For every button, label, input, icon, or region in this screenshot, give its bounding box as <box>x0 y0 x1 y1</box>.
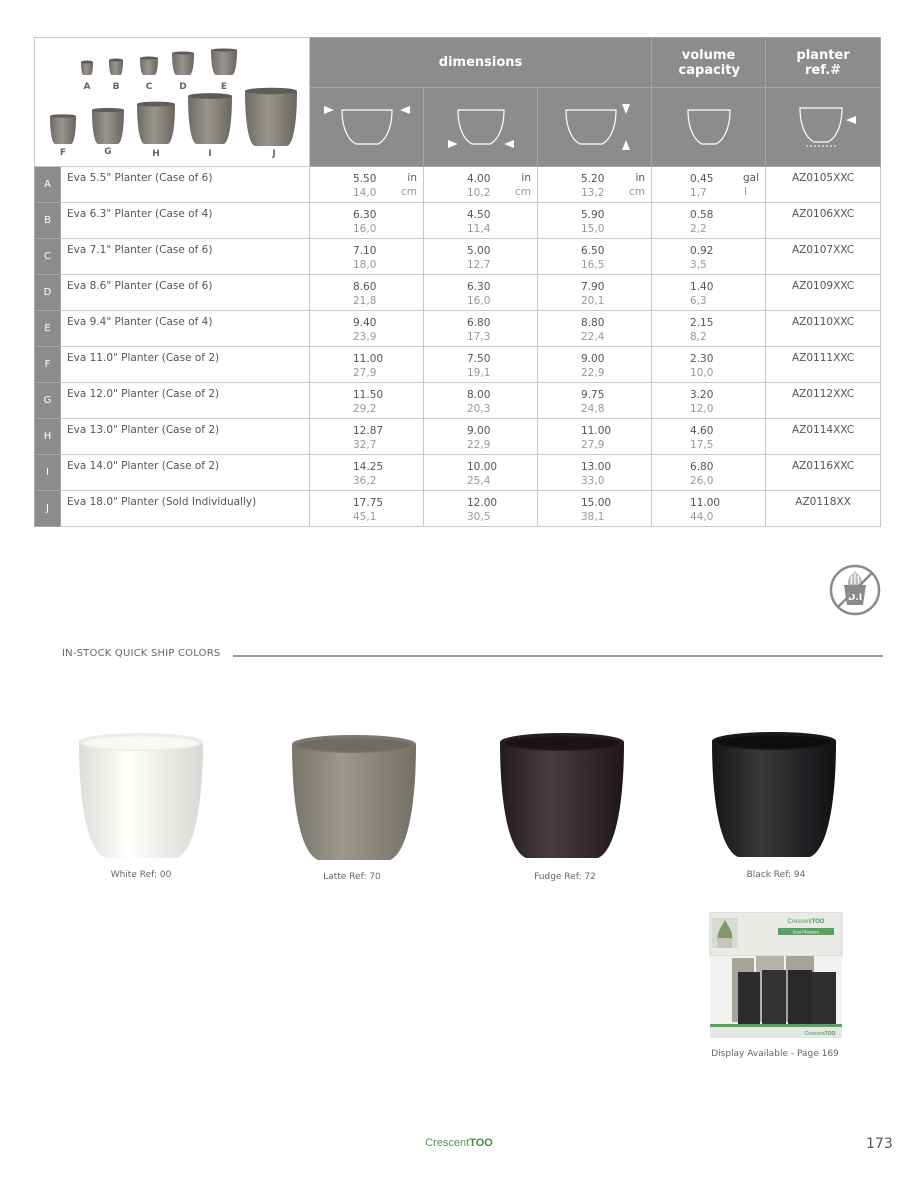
value-in: 8.80 <box>581 317 605 329</box>
size-letter-b: B <box>112 82 120 92</box>
value-in: 12.87 <box>353 425 384 437</box>
page-number: 173 <box>866 1136 893 1152</box>
dimension-cell <box>310 275 424 311</box>
product-name: Eva 12.0" Planter (Case of 2) <box>61 383 310 419</box>
value-l: 6,3 <box>690 295 707 307</box>
value-cm: 38,1 <box>581 511 605 523</box>
value-in: 13.00 <box>581 461 612 473</box>
value-in: 7.90 <box>581 281 605 293</box>
pot-body <box>292 744 416 860</box>
latte-planter-image <box>290 734 418 864</box>
value-cm: 45,1 <box>353 511 377 523</box>
planter-ref: AZ0116XXC <box>766 455 881 491</box>
dimension-cell <box>424 167 538 203</box>
value-cm: 22,4 <box>581 331 605 343</box>
size-pot-shape <box>211 50 237 75</box>
size-pot-shape <box>109 60 123 75</box>
size-letter-g: G <box>104 147 112 157</box>
size-pot-rim <box>109 59 123 62</box>
display-caption: Display Available - Page 169 <box>711 1049 839 1059</box>
planter-ref-icon-cell <box>766 88 881 167</box>
product-name: Eva 18.0" Planter (Sold Individually) <box>61 491 310 527</box>
value-cm: 22,9 <box>467 439 491 451</box>
dimension-cell <box>310 419 424 455</box>
value-in: 7.50 <box>467 353 491 365</box>
spec-table <box>34 37 881 527</box>
size-illustration <box>35 38 310 167</box>
size-pot-shape <box>140 58 158 75</box>
volume-cell <box>652 311 766 347</box>
row-letter: I <box>35 455 61 491</box>
planter-ref: AZ0111XXC <box>766 347 881 383</box>
value-cm: 12,7 <box>467 259 491 271</box>
display-base-brand-bold: TOO <box>824 1031 836 1037</box>
value-gal: 2.15 <box>690 317 714 329</box>
size-pot-shape <box>188 96 232 144</box>
value-cm: 27,9 <box>353 367 377 379</box>
height-icon-cell <box>538 88 652 167</box>
value-l: 10,0 <box>690 367 714 379</box>
value-cm: 16,5 <box>581 259 605 271</box>
value-cm: 16,0 <box>467 295 491 307</box>
unit-l: l <box>744 186 748 198</box>
size-pot-rim <box>188 93 232 99</box>
planter-ref: AZ0106XXC <box>766 203 881 239</box>
row-letter: D <box>35 275 61 311</box>
value-in: 11.00 <box>353 353 384 365</box>
value-cm: 33,0 <box>581 475 605 487</box>
value-in: 9.40 <box>353 317 377 329</box>
volume-cell <box>652 347 766 383</box>
volume-icon <box>664 102 754 152</box>
value-in: 14.25 <box>353 461 384 473</box>
size-pot-rim <box>211 49 237 52</box>
latte-ref-label: Latte Ref: 70 <box>323 872 381 882</box>
dimension-cell <box>424 383 538 419</box>
value-cm: 11,4 <box>467 223 491 235</box>
table-row <box>35 239 881 275</box>
dimension-cell <box>424 455 538 491</box>
value-in: 8.00 <box>467 389 491 401</box>
planter-ref-icon <box>778 102 868 152</box>
size-pot-shape <box>92 110 124 144</box>
display-sign-product: Eva Planters <box>793 929 819 935</box>
planter-ref: AZ0112XXC <box>766 383 881 419</box>
dimension-cell <box>310 239 424 275</box>
size-pot-rim <box>50 114 76 117</box>
value-cm: 21,8 <box>353 295 377 307</box>
dimension-cell <box>424 275 538 311</box>
size-pot-rim <box>172 52 194 55</box>
value-in: 9.00 <box>467 425 491 437</box>
table-row <box>35 455 881 491</box>
volume-cell <box>652 383 766 419</box>
size-pot-shape <box>81 62 93 75</box>
value-cm: 18,0 <box>353 259 377 271</box>
planter-ref: AZ0107XXC <box>766 239 881 275</box>
dimension-cell <box>424 239 538 275</box>
row-letter: C <box>35 239 61 275</box>
value-cm: 20,1 <box>581 295 605 307</box>
unit-gal: gal <box>743 172 760 184</box>
size-pot-rim <box>245 88 297 95</box>
value-in: 17.75 <box>353 497 384 509</box>
dimension-cell <box>310 167 424 203</box>
value-cm: 22,9 <box>581 367 605 379</box>
dimension-cell <box>538 383 652 419</box>
volume-header-label: volume capacity <box>678 47 740 78</box>
planter-ref: AZ0114XXC <box>766 419 881 455</box>
footer-brand-light: Crescent <box>425 1137 470 1149</box>
dimension-cell <box>538 203 652 239</box>
quick-ship-colors-title: IN-STOCK QUICK SHIP COLORS <box>62 648 221 659</box>
dimension-cell <box>538 491 652 527</box>
product-name: Eva 14.0" Planter (Case of 2) <box>61 455 310 491</box>
planter-sizes-illustration <box>35 38 310 166</box>
volume-cell <box>652 203 766 239</box>
volume-cell <box>652 419 766 455</box>
row-letter: A <box>35 167 61 203</box>
unit-in: in <box>407 172 417 184</box>
row-letter: B <box>35 203 61 239</box>
product-name: Eva 11.0" Planter (Case of 2) <box>61 347 310 383</box>
value-in: 10.00 <box>467 461 498 473</box>
value-cm: 17,3 <box>467 331 491 343</box>
size-pot-shape <box>172 53 194 75</box>
size-pot-shape <box>245 91 297 146</box>
planter-ref: AZ0105XXC <box>766 167 881 203</box>
value-in: 4.50 <box>467 209 491 221</box>
white-planter-image <box>77 732 205 862</box>
value-cm: 25,4 <box>467 475 491 487</box>
dimension-cell <box>538 311 652 347</box>
value-cm: 13,2 <box>581 187 605 199</box>
fudge-ref-label: Fudge Ref: 72 <box>534 872 596 882</box>
dimension-cell <box>310 347 424 383</box>
dimension-cell <box>310 203 424 239</box>
unit-cm: cm <box>400 186 417 198</box>
display-sign-brand: Crescent <box>787 919 812 925</box>
row-letter: F <box>35 347 61 383</box>
value-l: 17,5 <box>690 439 714 451</box>
table-row <box>35 419 881 455</box>
svg-text:CrescentTOO <box>805 1031 836 1037</box>
volume-cell <box>652 275 766 311</box>
value-gal: 2.30 <box>690 353 714 365</box>
row-letter: H <box>35 419 61 455</box>
value-l: 12,0 <box>690 403 714 415</box>
unit-in: in <box>521 172 531 184</box>
volume-cell <box>652 167 766 203</box>
dimension-cell <box>310 383 424 419</box>
planter-ref: AZ0110XXC <box>766 311 881 347</box>
value-gal: 1.40 <box>690 281 714 293</box>
value-cm: 36,2 <box>353 475 377 487</box>
dimension-cell <box>538 275 652 311</box>
size-pot-shape <box>50 116 76 144</box>
dimensions-header <box>310 38 652 88</box>
value-cm: 23,9 <box>353 331 377 343</box>
fudge-planter-image <box>498 732 626 862</box>
value-gal: 6.80 <box>690 461 714 473</box>
dimension-cell <box>538 419 652 455</box>
value-cm: 20,3 <box>467 403 491 415</box>
unit-cm: cm <box>514 186 531 198</box>
value-l: 44,0 <box>690 511 714 523</box>
pot-opening <box>505 737 619 750</box>
row-letter: E <box>35 311 61 347</box>
size-letter-e: E <box>220 82 228 92</box>
table-row <box>35 275 881 311</box>
ref-header <box>766 38 881 88</box>
row-letter: G <box>35 383 61 419</box>
display-sign-brand-bold: TOO <box>811 919 825 925</box>
white-ref-label: White Ref: 00 <box>110 870 172 880</box>
dimension-cell <box>310 491 424 527</box>
dimension-cell <box>310 311 424 347</box>
pot-opening <box>297 739 411 752</box>
bottom-diameter-icon-cell <box>424 88 538 167</box>
dimension-cell <box>424 347 538 383</box>
dimension-cell <box>538 347 652 383</box>
svg-text:CrescentTOO <box>788 919 825 925</box>
value-l: 1,7 <box>690 187 707 199</box>
value-cm: 29,2 <box>353 403 377 415</box>
volume-cell <box>652 455 766 491</box>
top-diameter-icon-cell <box>310 88 424 167</box>
size-pot-rim <box>137 102 175 107</box>
value-l: 2,2 <box>690 223 707 235</box>
value-cm: 24,8 <box>581 403 605 415</box>
table-row <box>35 383 881 419</box>
pot-opening <box>717 736 831 749</box>
value-in: 7.10 <box>353 245 377 257</box>
volume-cell <box>652 239 766 275</box>
value-in: 9.00 <box>581 353 605 365</box>
unit-cm: cm <box>629 186 646 198</box>
volume-header <box>652 38 766 88</box>
dimension-cell <box>424 419 538 455</box>
table-row <box>35 491 881 527</box>
size-letter-a: A <box>83 82 91 92</box>
size-pot-rim <box>81 61 93 64</box>
value-in: 6.50 <box>581 245 605 257</box>
planter-ref: AZ0118XX <box>766 491 881 527</box>
dimension-cell <box>538 167 652 203</box>
size-letter-f: F <box>59 148 67 158</box>
value-cm: 16,0 <box>353 223 377 235</box>
height-icon <box>550 102 640 152</box>
value-cm: 30,5 <box>467 511 491 523</box>
ref-header-label: planter ref.# <box>796 47 850 78</box>
dimension-cell <box>424 203 538 239</box>
table-row <box>35 203 881 239</box>
size-pot-rim <box>92 108 124 112</box>
dimension-cell <box>424 311 538 347</box>
value-l: 8,2 <box>690 331 707 343</box>
product-name: Eva 9.4" Planter (Case of 4) <box>61 311 310 347</box>
value-in: 6.30 <box>353 209 377 221</box>
size-pot-shape <box>137 104 175 144</box>
value-gal: 4.60 <box>690 425 714 437</box>
value-cm: 19,1 <box>467 367 491 379</box>
value-cm: 27,9 <box>581 439 605 451</box>
value-cm: 10,2 <box>467 187 491 199</box>
size-letter-h: H <box>152 149 160 159</box>
value-gal: 0.58 <box>690 209 714 221</box>
footer-brand-bold: TOO <box>469 1137 493 1149</box>
product-name: Eva 5.5" Planter (Case of 6) <box>61 167 310 203</box>
badge-text: D.I <box>847 593 863 603</box>
value-in: 5.90 <box>581 209 605 221</box>
value-in: 5.20 <box>581 173 605 185</box>
dimension-cell <box>538 455 652 491</box>
value-cm: 14,0 <box>353 187 377 199</box>
dimension-cell <box>310 455 424 491</box>
size-letter-j: J <box>272 149 276 159</box>
top-diameter-icon <box>322 102 412 152</box>
pot-body <box>79 742 203 858</box>
row-letter: J <box>35 491 61 527</box>
value-cm: 32,7 <box>353 439 377 451</box>
size-pot-rim <box>140 57 158 60</box>
value-in: 11.00 <box>581 425 612 437</box>
size-letter-d: D <box>179 82 187 92</box>
volume-cell <box>652 491 766 527</box>
footer-brand-logo <box>400 1137 518 1149</box>
black-ref-label: Black Ref: 94 <box>746 870 806 880</box>
size-letter-i: I <box>208 149 212 159</box>
value-l: 3,5 <box>690 259 707 271</box>
value-gal: 11.00 <box>690 497 721 509</box>
display-stand-image <box>708 912 844 1040</box>
dimensions-header-label: dimensions <box>438 55 523 71</box>
table-row <box>35 347 881 383</box>
pot-body <box>500 742 624 858</box>
planter-ref: AZ0109XXC <box>766 275 881 311</box>
value-gal: 0.45 <box>690 173 714 185</box>
bottom-diameter-icon <box>436 102 526 152</box>
pot-opening <box>84 737 198 750</box>
table-row <box>35 167 881 203</box>
value-gal: 0.92 <box>690 245 714 257</box>
section-divider <box>233 655 883 657</box>
volume-icon-cell <box>652 88 766 167</box>
table-row <box>35 311 881 347</box>
size-letter-c: C <box>145 82 153 92</box>
value-in: 4.00 <box>467 173 491 185</box>
display-base-brand: Crescent <box>804 1031 825 1037</box>
dimension-cell <box>424 491 538 527</box>
value-in: 5.50 <box>353 173 377 185</box>
value-cm: 15,0 <box>581 223 605 235</box>
product-name: Eva 7.1" Planter (Case of 6) <box>61 239 310 275</box>
value-l: 26,0 <box>690 475 714 487</box>
value-in: 15.00 <box>581 497 612 509</box>
black-planter-image <box>710 731 838 861</box>
value-in: 8.60 <box>353 281 377 293</box>
product-name: Eva 8.6" Planter (Case of 6) <box>61 275 310 311</box>
product-name: Eva 6.3" Planter (Case of 4) <box>61 203 310 239</box>
value-gal: 3.20 <box>690 389 714 401</box>
diamond-badge-icon <box>828 563 882 617</box>
dimension-cell <box>538 239 652 275</box>
unit-in: in <box>635 172 646 184</box>
product-name: Eva 13.0" Planter (Case of 2) <box>61 419 310 455</box>
value-in: 11.50 <box>353 389 384 401</box>
value-in: 6.80 <box>467 317 491 329</box>
value-in: 12.00 <box>467 497 498 509</box>
pot-body <box>712 741 836 857</box>
value-in: 6.30 <box>467 281 491 293</box>
value-in: 5.00 <box>467 245 491 257</box>
value-in: 9.75 <box>581 389 605 401</box>
